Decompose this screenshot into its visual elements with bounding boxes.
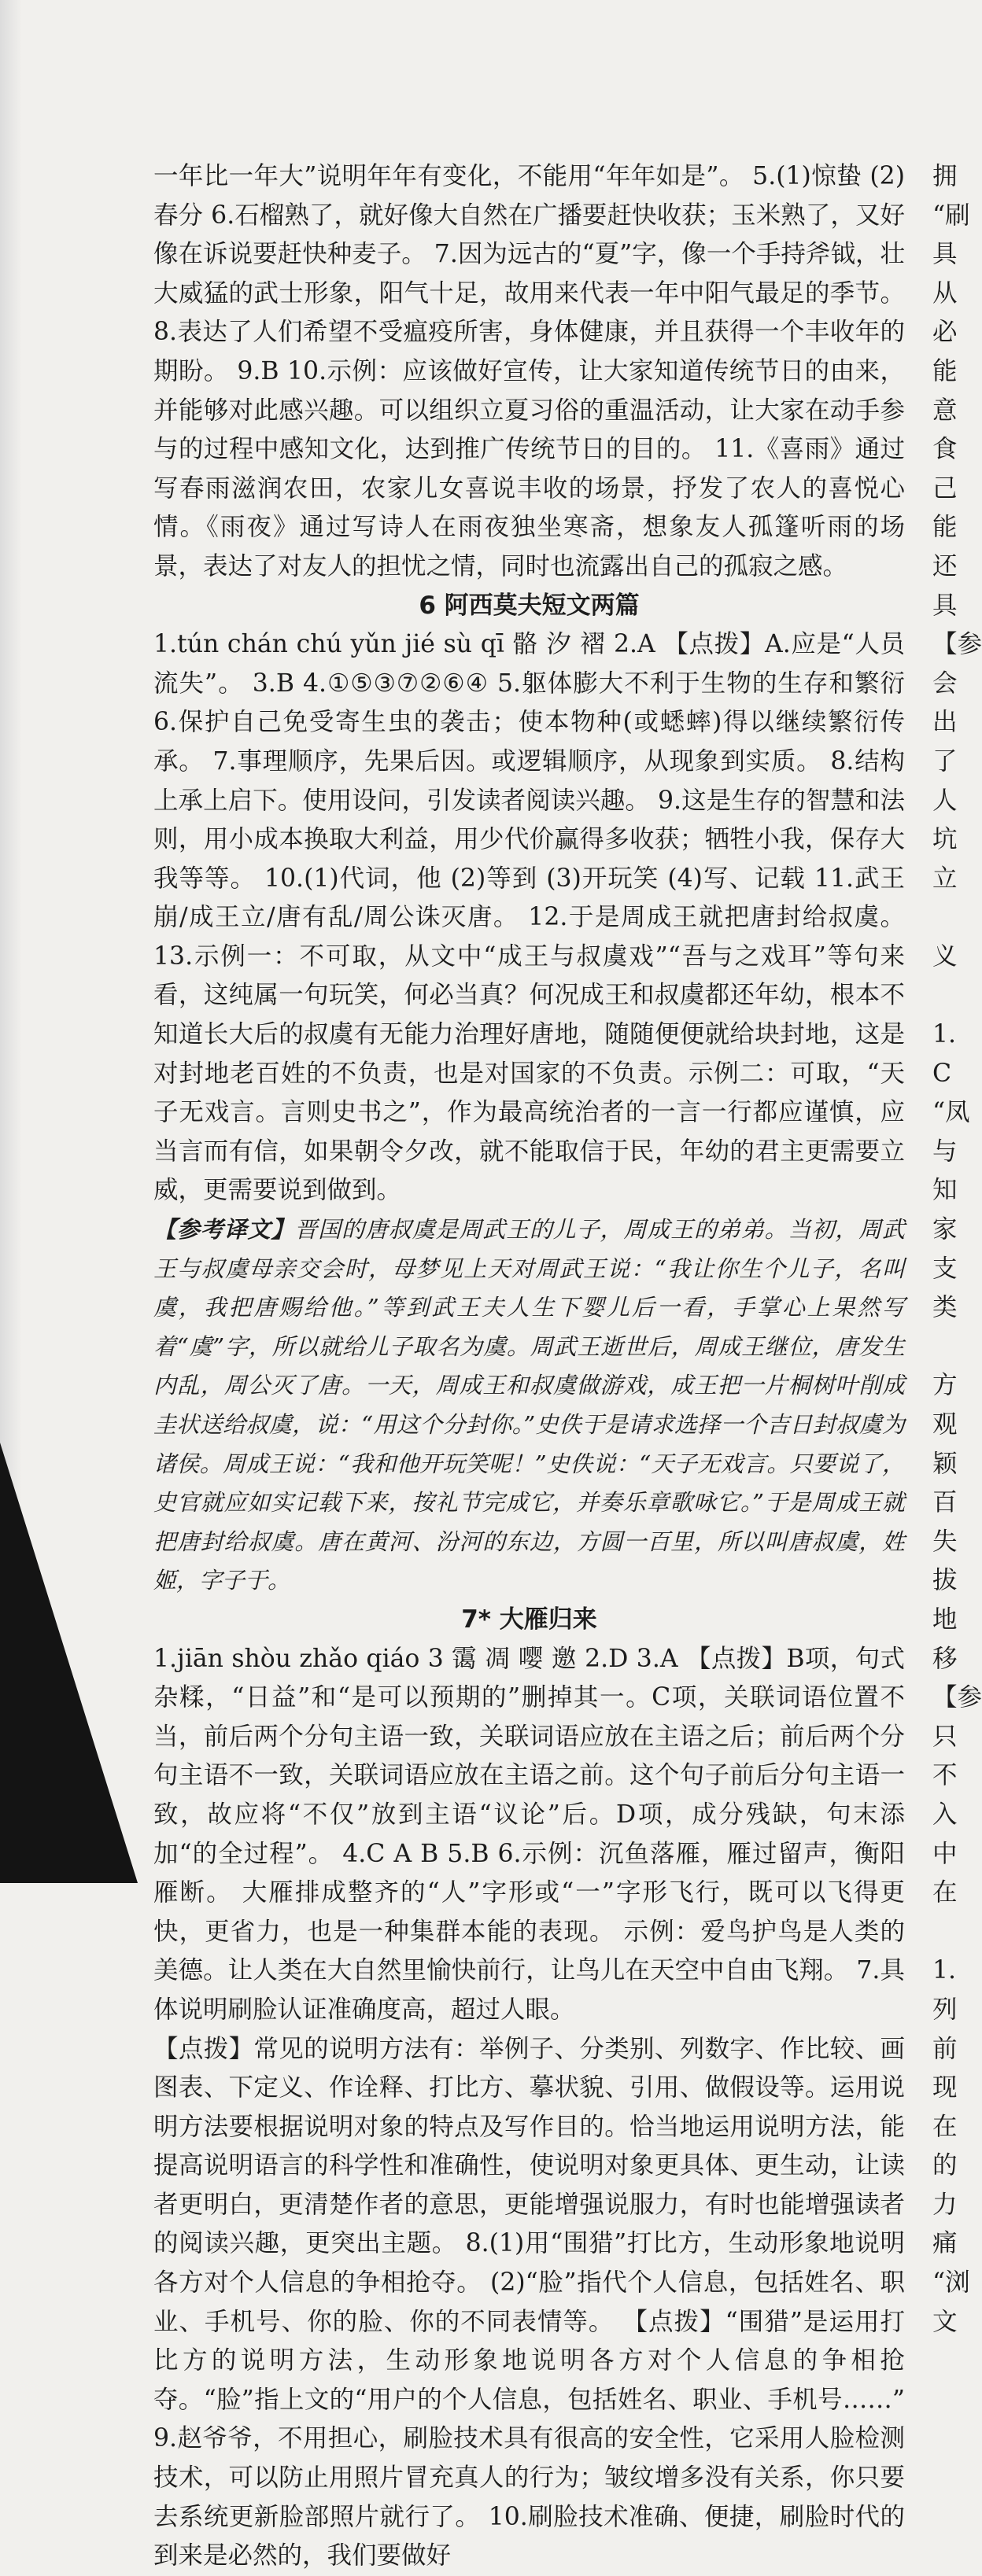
adjacent-page-line: 中 — [932, 1839, 958, 1868]
adjacent-page-line: 颖 — [932, 1449, 958, 1478]
translation-tag: 【参考译文】 — [153, 1216, 295, 1244]
adjacent-page-line: 入 — [932, 1800, 958, 1829]
adjacent-page-line: 坑 — [932, 825, 958, 854]
adjacent-page-line: 痛 — [932, 2229, 958, 2258]
adjacent-page-line: C — [932, 1059, 952, 1088]
adjacent-page-line: 力 — [932, 2190, 958, 2219]
adjacent-page-line: “凤 — [932, 1098, 970, 1127]
adjacent-page-line: 能 — [932, 356, 958, 385]
adjacent-page-line: 方 — [932, 1371, 958, 1400]
adjacent-page-line: 在 — [932, 2112, 958, 2141]
adjacent-page-line: 移 — [932, 1644, 958, 1673]
adjacent-page-line: 1. — [932, 1020, 957, 1049]
adjacent-page-line: 还 — [932, 551, 958, 580]
adjacent-page-line: 知 — [932, 1176, 958, 1205]
section-7-title: 7* 大雁归来 — [461, 1605, 597, 1634]
section-6-title: 6 阿西莫夫短文两篇 — [419, 591, 640, 620]
adjacent-page-line: 列 — [932, 1995, 958, 2024]
section-6-translation — [153, 1211, 905, 1601]
adjacent-page-line — [932, 976, 965, 1015]
adjacent-page-line: 【参 — [932, 1683, 982, 1712]
page-corner-fold — [0, 1443, 138, 1883]
adjacent-page-line: 意 — [932, 396, 958, 425]
adjacent-page-line: “浏 — [932, 2268, 970, 2298]
adjacent-page-line: 立 — [932, 864, 958, 893]
adjacent-page-line: 类 — [932, 1293, 958, 1322]
adjacent-page-line — [932, 1328, 965, 1367]
adjacent-page-line: 拔 — [932, 1566, 958, 1595]
intro-paragraph: 一年比一年大”说明年年有变化，不能用“年年如是”。 5.(1)惊蛰 (2)春分 6.石榴熟了，就好像大自然在广播要赶快收获；玉米熟了，又好像在诉说要赶快种麦子。 7.因为远古的“夏”字，像一个手持斧钺，壮大威猛的武士形象，阳气十足，故用来代表一年中阳气最足的季节。 8.表达了人们希望不受瘟疫所害，身体健康，并且获得一个丰收年的期盼。 9.B 10.示例：应该做好宣传，让大家知道传统节日的由来，并能够对此感兴趣。可以组织立夏习俗的重温活动，让大家在动手参与的过程中感知文化，达到推广传统节日的目的。 11.《喜雨》通过写春雨滋润农田，农家儿女喜说丰收的场景，抒发了农人的喜悦心情。《雨夜》通过写诗人在雨夜独坐寒斋，想象友人孤篷听雨的场景，表达了对友人的担忧之情，同时也流露出自己的孤寂之感。 — [153, 162, 905, 580]
adjacent-page-line: 家 — [932, 1215, 958, 1244]
section-6-answers: 1.tún chán chú yǔn jié sù qī 骼 汐 褶 2.A 【点拨】A.应是“人员流失”。 3.B 4.①⑤③⑦②⑥④ 5.躯体膨大不利于生物的生存和繁衍 6.保护自己免受寄生虫的袭击；使本物种(或蟋蟀)得以继续繁衍传承。 7.事理顺序，先果后因。或逻辑顺序，从现象到实质。 8.结构上承上启下。使用设问，引发读者阅读兴趣。 9.这是生存的智慧和法则，用小成本换取大利益，用少代价赢得多收获；牺牲小我，保存大我等等。 10.(1)代词，他 (2)等到 (3)开玩笑 (4)写、记载 11.武王崩/成王立/唐有乱/周公诛灭唐。 12.于是周成王就把唐封给叔虞。 13.示例一：不可取，从文中“成王与叔虞戏”“吾与之戏耳”等句来看，这纯属一句玩笑，何必当真？何况成王和叔虞都还年幼，根本不知道长大后的叔虞有无能力治理好唐地，随随便便就给块封地，这是对封地老百姓的不负责，也是对国家的不负责。示例二：可取，“天子无戏言。言则史书之”，作为最高统治者的一言一行都应谨慎，应当言而有信，如果朝令夕改，就不能取信于民，年幼的君主更需要立威，更需要说到做到。 — [153, 630, 905, 1205]
adjacent-page-column — [932, 157, 982, 2342]
adjacent-page-line: 现 — [932, 2073, 958, 2102]
adjacent-page-line: 的 — [932, 2151, 958, 2180]
adjacent-page-line: 只 — [932, 1722, 958, 1751]
adjacent-page-line: 失 — [932, 1527, 958, 1556]
adjacent-page-line: 与 — [932, 1137, 958, 1166]
section-7-tip: 【点拨】常见的说明方法有：举例子、分类别、列数字、作比较、画图表、下定义、作诠释、打比方、摹状貌、引用、做假设等。运用说明方法要根据说明对象的特点及写作目的。恰当地运用说明方法，能提高说明语言的科学性和准确性，使说明对象更具体、更生动，让读者更明白，更清楚作者的意思，更能增强说服力，有时也能增强读者的阅读兴趣，更突出主题。 8.(1)用“围猎”打比方，生动形象地说明各方对个人信息的争相抢夺。 (2)“脸”指代个人信息，包括姓名、职业、手机号、你的脸、你的不同表情等。 【点拨】“围猎”是运用打比方的说明方法，生动形象地说明各方对个人信息的争相抢夺。“脸”指上文的“用户的个人信息，包括姓名、职业、手机号……” 9.赵爷爷，不用担心，刷脸技术具有很高的安全性，它采用人脸检测技术，可以防止用照片冒充真人的行为；皱纹增多没有关系，你只要去系统更新脸部照片就行了。 10.刷脸技术准确、便捷，刷脸时代的到来是必然的，我们要做好 — [153, 2034, 905, 2570]
adjacent-page-line: 百 — [932, 1488, 958, 1517]
adjacent-page-line: 拥 — [932, 162, 958, 190]
adjacent-page-line: 【参 — [932, 630, 982, 659]
adjacent-page-line: 观 — [932, 1410, 958, 1439]
adjacent-page-line: 了 — [932, 746, 958, 776]
main-column — [153, 157, 905, 2576]
adjacent-page-line: 从 — [932, 278, 958, 308]
adjacent-page-line: 1. — [932, 1956, 957, 1985]
adjacent-page-line: 具 — [932, 591, 958, 620]
adjacent-page-line: 支 — [932, 1254, 958, 1283]
adjacent-page-line: 前 — [932, 2034, 958, 2063]
adjacent-page-line: “刷 — [932, 201, 970, 230]
adjacent-page-line: 出 — [932, 708, 958, 737]
adjacent-page-line: 人 — [932, 786, 958, 815]
adjacent-page-line: 在 — [932, 1878, 958, 1907]
adjacent-page-line: 文 — [932, 2307, 958, 2336]
adjacent-page-line: 具 — [932, 240, 958, 269]
adjacent-page-line: 己 — [932, 474, 958, 503]
adjacent-page-line — [932, 1913, 965, 1952]
adjacent-page-line: 必 — [932, 318, 958, 347]
adjacent-page-line: 能 — [932, 513, 958, 542]
adjacent-page-line: 食 — [932, 435, 958, 464]
translation-text: 晋国的唐叔虞是周武王的儿子，周成王的弟弟。当初，周武王与叔虞母亲交会时，母梦见上天对周武王说：“我让你生个儿子，名叫虞，我把唐赐给他。”等到武王夫人生下婴儿后一看，手掌心上果然写着“虞”字，所以就给儿子取名为虞。周武王逝世后，周成王继位，唐发生内乱，周公灭了唐。一天，周成王和叔虞做游戏，成王把一片桐树叶削成圭状送给叔虞，说：“用这个分封你。”史佚于是请求选择一个吉日封叔虞为诸侯。周成王说：“我和他开玩笑呢！”史佚说：“天子无戏言。只要说了，史官就应如实记载下来，按礼节完成它，并奏乐章歌咏它。”于是周成王就把唐封给叔虞。唐在黄河、汾河的东边，方圆一百里，所以叫唐叔虞，姓姬，字子于。 — [153, 1216, 905, 1594]
adjacent-page-line: 地 — [932, 1605, 958, 1634]
adjacent-page-line: 义 — [932, 942, 958, 971]
adjacent-page-line: 不 — [932, 1761, 958, 1790]
adjacent-page-line — [932, 898, 965, 938]
adjacent-page-line: 会 — [932, 669, 958, 698]
section-7-answers: 1.jiān shòu zhǎo qiáo 3 霭 凋 嘤 邀 2.D 3.A 【点拨】B项，句式杂糅，“日益”和“是可以预期的”删掉其一。C项，关联词语位置不当，前后两个分句主语一致，关联词语应放在主语之后；前后两个分句主语不一致，关联词语应放在主语之前。这个句子前后分句主语一致，故应将“不仅”放到主语“议论”后。D项，成分残缺，句末添加“的全过程”。 4.C A B 5.B 6.示例：沉鱼落雁，雁过留声，衡阳雁断。 大雁排成整齐的“人”字形或“一”字形飞行，既可以飞得更快，更省力，也是一种集群本能的表现。 示例：爱鸟护鸟是人类的美德。让人类在大自然里愉快前行，让鸟儿在天空中自由飞翔。 7.具体说明刷脸认证准确度高，超过人眼。 — [153, 1644, 905, 2024]
